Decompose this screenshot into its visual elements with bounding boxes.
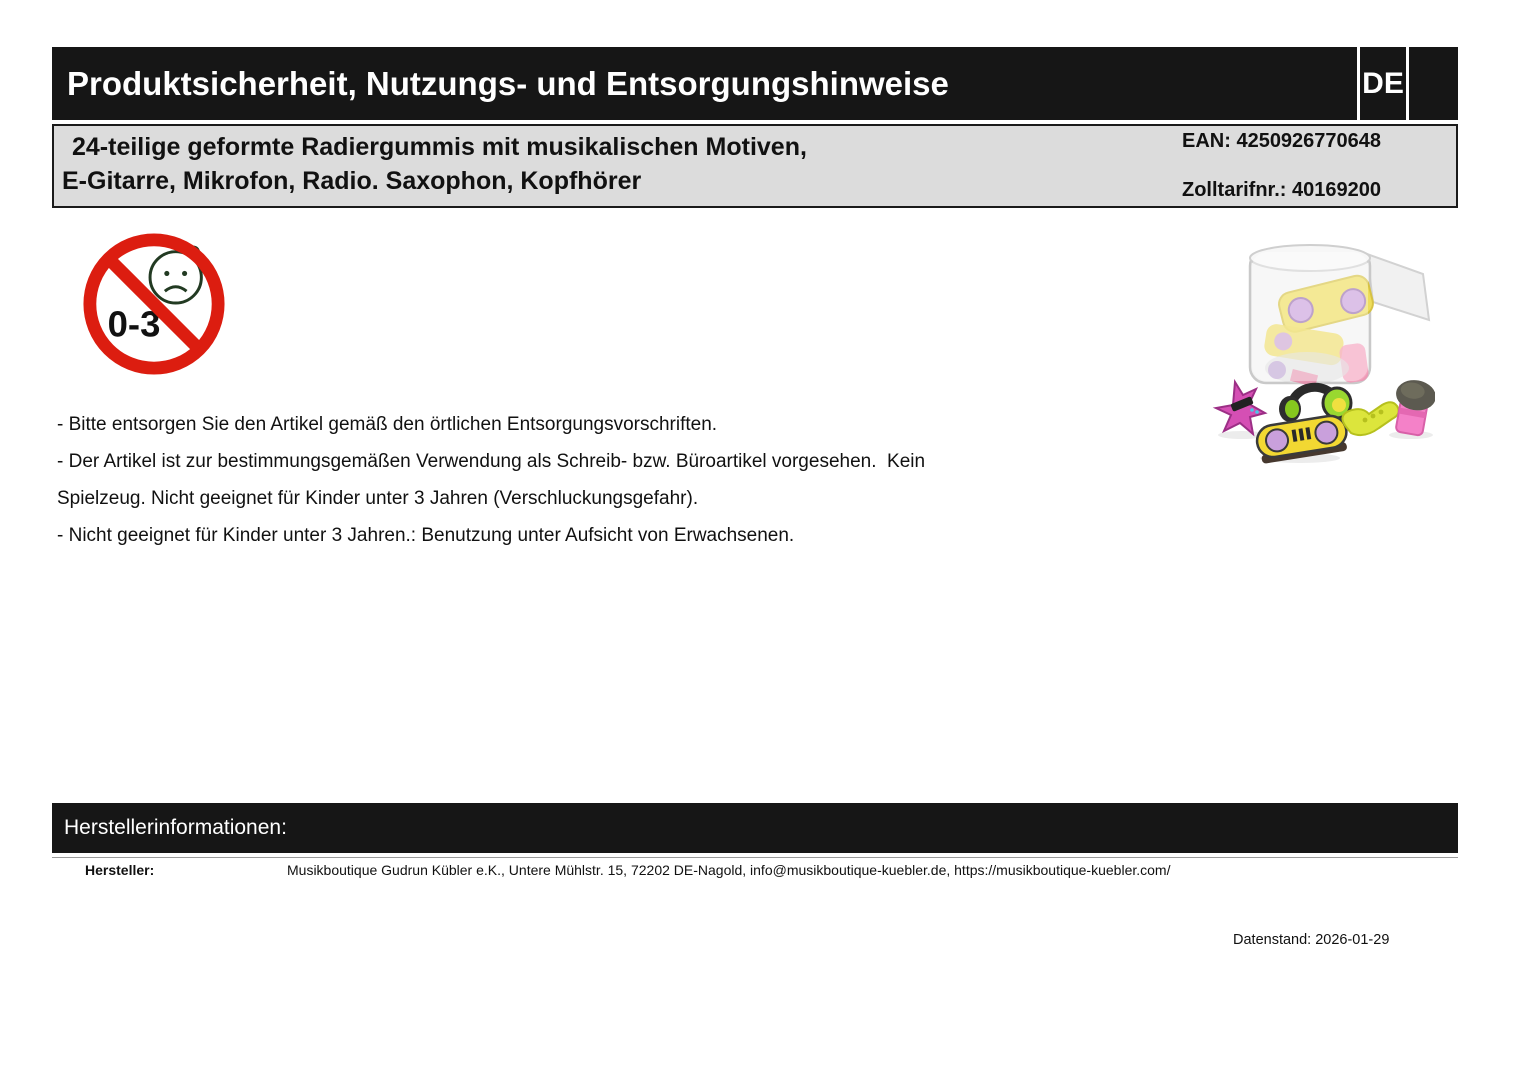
product-name — [62, 130, 807, 198]
title-bar-end-cell — [1409, 47, 1458, 120]
product-photo — [1195, 232, 1435, 464]
usage-disposal-notes — [57, 406, 1157, 554]
ean-number: EAN: 4250926770648 — [1182, 130, 1382, 152]
manufacturer-section-bar — [52, 803, 1458, 853]
data-status-date: Datenstand: 2026-01-29 — [1233, 932, 1390, 948]
page-title: Produktsicherheit, Nutzungs- und Entsorgungshinweise — [67, 64, 949, 102]
product-name-line1: 24-teilige geformte Radiergummis mit musikalischen Motiven, — [72, 133, 807, 161]
customs-tariff-number: Zolltarifnr.: 40169200 — [1182, 179, 1381, 201]
note-line: - Der Artikel ist zur bestimmungsgemäßen Verwendung als Schreib- bzw. Büroartikel vorgesehen. Kein — [57, 451, 926, 472]
manufacturer-label: Hersteller: — [85, 862, 155, 878]
age-warning-0-3-icon — [80, 230, 228, 378]
document-title-bar — [52, 47, 1458, 120]
age-range-label: 0-3 — [107, 303, 161, 345]
product-header-bar — [52, 124, 1458, 208]
product-name-line2: E-Gitarre, Mikrofon, Radio. Saxophon, Kopfhörer — [62, 167, 642, 195]
divider — [52, 857, 1458, 858]
note-line: - Nicht geeignet für Kinder unter 3 Jahren.: Benutzung unter Aufsicht von Erwachsenen. — [57, 525, 795, 546]
manufacturer-section-title: Herstellerinformationen: — [64, 816, 287, 839]
manufacturer-value: Musikboutique Gudrun Kübler e.K., Untere Mühlstr. 15, 72202 DE-Nagold, info@musikboutique-kuebler.de, https://musikboutique-kuebler.com/ — [287, 862, 1171, 878]
eraser-headphones — [1279, 387, 1351, 422]
eraser-guitar — [1216, 382, 1265, 434]
language-badge: DE — [1357, 47, 1409, 120]
note-line: Spielzeug. Nicht geeignet für Kinder unter 3 Jahren (Verschluckungsgefahr). — [57, 488, 699, 509]
note-line: - Bitte entsorgen Sie den Artikel gemäß den örtlichen Entsorgungsvorschriften. — [57, 414, 718, 435]
eraser-container — [1250, 245, 1429, 387]
